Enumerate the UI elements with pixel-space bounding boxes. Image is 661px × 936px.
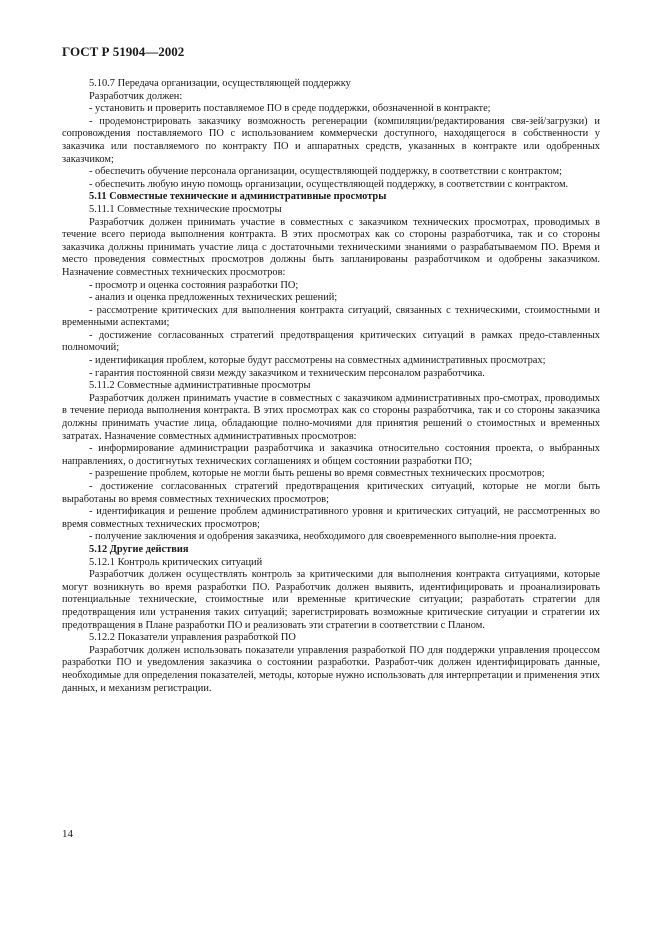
body-paragraph: - разрешение проблем, которые не могли быть решены во время совместных технических просмотров; <box>89 468 545 480</box>
body-paragraph: 5.11.2 Совместные административные просмотры <box>89 380 311 392</box>
body-paragraph: 5.12.2 Показатели управления разработкой ПО <box>89 632 296 644</box>
section-heading: 5.11 Совместные технические и административные просмотры <box>89 191 387 203</box>
body-paragraph: - достижение согласованных стратегий предотвращения критических ситуаций, которые не могли быть выработаны во время совместных технических просмотров; <box>62 481 600 505</box>
body-paragraph: - достижение согласованных стратегий предотвращения критических ситуаций в рамках предо-ставленных полномочий; <box>62 329 600 354</box>
body-paragraph: - обеспечить любую иную помощь организации, осуществляющей поддержку, в соответствии с контрактом. <box>89 178 569 190</box>
body-paragraph: - получение заключения и одобрения заказчика, необходимого для своевременного выполне-ния проекта. <box>89 531 557 543</box>
body-paragraph: - анализ и оценка предложенных технических решений; <box>89 292 338 304</box>
body-paragraph: 5.12.1 Контроль критических ситуаций <box>89 556 263 568</box>
body-paragraph: - рассмотрение критических для выполнения контракта ситуаций, связанных с техническими, стоимостными и временными аспектами; <box>62 304 600 329</box>
document-body <box>62 78 600 695</box>
body-paragraph: - продемонстрировать заказчику возможность регенерации (компиляции/редактирования свя-зей/загрузки) и сопровождения поставляемого ПО с использованием коммерчески доступного, находящегося в собственности у заказчика или поставляемого по контракту ПО и аппаратных средств, указанных в контракте или одобренных заказчиком; <box>62 115 600 165</box>
body-paragraph: 5.10.7 Передача организации, осуществляющей поддержку <box>89 78 351 89</box>
body-paragraph: - просмотр и оценка состояния разработки ПО; <box>89 279 299 291</box>
body-paragraph: Разработчик должен: <box>89 90 183 102</box>
body-paragraph: - информирование администрации разработчика и заказчика относительно состояния проекта, о выбранных направлениях, о достигнутых технических соглашениях и общем состоянии разработки ПО; <box>62 443 600 467</box>
body-paragraph: - идентификация проблем, которые будут рассмотрены на совместных административных просмотрах; <box>89 355 546 367</box>
body-paragraph: Разработчик должен осуществлять контроль за критическими для выполнения контракта ситуациями, которые могут возникнуть во время разработки ПО. Разработчик должен выявить, идентифицировать и проанализировать потенциальные технические, стоимостные или временные критические ситуации; разработать стратегии для предотвращения или устранения таких ситуаций; зарегистрировать возможные критические ситуации и стратегии их предотвращения в Плане разработки ПО и реализовать эти стратегии в соответствии с Планом. <box>62 569 600 631</box>
page-header-standard-number: ГОСТ Р 51904—2002 <box>62 44 185 59</box>
body-paragraph: 5.11.1 Совместные технические просмотры <box>89 203 282 215</box>
body-paragraph: - установить и проверить поставляемое ПО в среде поддержки, обозначенной в контракте; <box>89 103 491 115</box>
section-heading: 5.12 Другие действия <box>89 543 189 555</box>
body-paragraph: - идентификация и решение проблем административного уровня и критических ситуаций, не рассмотренных во время совместных технических просмотров; <box>62 506 600 530</box>
body-paragraph: Разработчик должен принимать участие в совместных с заказчиком технических просмотрах, проводимых в течение всего периода выполнения контракта. В этих просмотрах как со стороны разработчика, так и со стороны заказчика должны принимать участие лица с достаточными техническими знаниями о разрабатываемом ПО. Время и место проведения совместных просмотров должны быть запланированы разработчиком и одобрены заказчиком. Назначение совместных технических просмотров: <box>62 216 600 278</box>
body-paragraph: - гарантия постоянной связи между заказчиком и техническим персоналом разработчика. <box>89 367 485 379</box>
page-number: 14 <box>62 828 73 840</box>
body-paragraph: Разработчик должен использовать показатели управления разработкой ПО для поддержки управления процессом разработки ПО и уведомления заказчика о состоянии разработки. Разработ-чик должен идентифицировать данные, необходимые для определения показателей, методы, которые нужно использовать для интерпретации и применения этих данных, и механизм регистрации. <box>62 644 600 694</box>
body-paragraph: Разработчик должен принимать участие в совместных с заказчиком административных про-смотрах, проводимых в течение периода выполнения контракта. В этих просмотрах как со стороны разработчика, так и со стороны заказчика должны принимать участие лица, обладающие полно-мочиями для принятия решений о стоимостных и временных затратах. Назначение совместных административных просмотров: <box>62 392 600 442</box>
body-paragraph: - обеспечить обучение персонала организации, осуществляющей поддержку, в соответствии с контрактом; <box>89 166 562 178</box>
